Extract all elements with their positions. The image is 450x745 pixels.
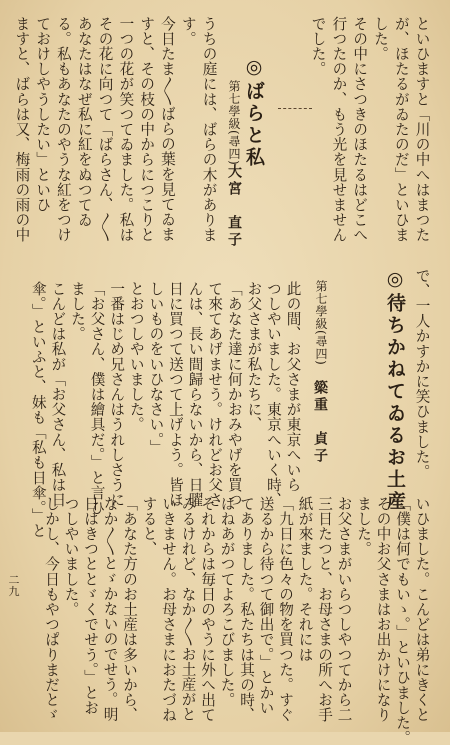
text-line: とおつしやいました。 bbox=[127, 281, 145, 432]
text-line: 日はきつととゞくでせう。」とお bbox=[82, 496, 100, 716]
text-line: みるけれど、なか〳〵お土産がと bbox=[179, 496, 197, 722]
section-divider-upper bbox=[278, 108, 312, 109]
text-line: すと、その枝の中からにつこりと bbox=[138, 16, 156, 243]
text-line: 紙が來ました。それには bbox=[296, 496, 314, 663]
story-title-bara: ◎ばらと私 bbox=[243, 56, 265, 169]
text-line: が、ほたるがゐたのだ」といひま bbox=[392, 16, 410, 243]
text-line: 「九日に色々の物を買つた。すぐ bbox=[277, 496, 295, 723]
text-line: 日に買つて送つて上げよう。皆ほ bbox=[166, 281, 184, 508]
story-byline-omiyage: 第七學級(尋四) bbox=[314, 280, 328, 366]
text-line: すると、 bbox=[140, 496, 158, 557]
text-line: 此の間、お父さまが東京へいら bbox=[284, 281, 302, 493]
text-line: いひました。こんどは弟にきくと bbox=[413, 496, 431, 723]
text-line: 「お父さん、僕は繪具だ。」と言ひ bbox=[88, 281, 106, 516]
text-line: 傘。」といふと、妹も「私も日傘。」と bbox=[29, 281, 47, 539]
text-line: はねあがつてよろこびました。 bbox=[218, 496, 236, 708]
text-line: こんどは私が「お父さん、私は日 bbox=[49, 281, 67, 508]
text-line: す。 bbox=[179, 16, 197, 47]
text-line: しいものをいひなさい。」 bbox=[147, 281, 165, 455]
text-line: 「僕は何でもいゝ。」といひました。 bbox=[394, 496, 412, 745]
text-line: 一番はじめ兄さんはうれしさうに bbox=[108, 281, 126, 508]
text-line: その中お父さまはお出かけになり bbox=[374, 496, 392, 723]
text-line: お父さまがいらつしやつてから二 bbox=[335, 496, 353, 723]
text-line: あなたはなぜ私に紅をぬつてゐ bbox=[75, 16, 93, 228]
text-line: て來てあげませう。けれどお父さ bbox=[206, 281, 224, 508]
text-line: しかし、今日もやつぱりまだとゞ bbox=[43, 496, 61, 723]
middle-continuation: で、一人かすかに笑ひました。 bbox=[413, 268, 431, 480]
text-line: その花に向つて「ばらさん、〳〵 bbox=[96, 16, 114, 242]
text-line: ますと、ばらは又、梅雨の雨の中 bbox=[13, 16, 31, 243]
text-line: てありました。私たちは其の時、 bbox=[238, 496, 256, 723]
story-author-omiyage: 簗重 貞子 bbox=[312, 380, 328, 465]
text-line: 行つたのか、もう光を見せません bbox=[330, 16, 348, 243]
text-line: 一つの花が笑つてゐました。私は bbox=[117, 16, 135, 243]
text-line: る。私もあなたのやうな紅をつけ bbox=[54, 16, 72, 243]
story-author-bara: 大宮 直子 bbox=[226, 164, 242, 249]
story-byline-bara: 第七學級(尋四) bbox=[227, 80, 241, 166]
text-line: といひますと「川の中へはまつた bbox=[413, 16, 431, 243]
page-number: 二九 bbox=[7, 574, 20, 597]
text-line: 送るから待つて御出で。」とかい bbox=[257, 496, 275, 716]
text-line: つしやいました。東京へいく時、 bbox=[264, 281, 282, 508]
text-line: いきません。お母さまにおたづね bbox=[160, 496, 178, 723]
text-line: なか〳〵とゞかないのでせう。明 bbox=[101, 496, 119, 722]
text-line: でした。 bbox=[309, 16, 327, 77]
text-line: ておけしやうしたい」といひ bbox=[34, 16, 52, 213]
story-title-omiyage: ◎待ちかねてゐるお土産 bbox=[384, 268, 406, 513]
text-line: お父さまが私たちに、 bbox=[245, 281, 263, 432]
text-line: んは、長い間歸らないから、日曜 bbox=[186, 281, 204, 508]
text-line: ました。 bbox=[355, 496, 373, 557]
text-line: つしやいました。 bbox=[62, 496, 80, 617]
text-line: ました。 bbox=[68, 281, 86, 342]
text-line: それからは毎日のやうに外へ出て bbox=[199, 496, 217, 723]
text-line: 今日たま〳〵ばらの葉を見てゐま bbox=[158, 16, 176, 242]
text-line: 「あなた達に何かおみやげを買つ bbox=[225, 281, 243, 508]
text-line: その中にさつきのほたるはどこへ bbox=[351, 16, 369, 243]
text-line: した。 bbox=[371, 16, 389, 62]
text-line: 三日たつと、お母さまの所へお手 bbox=[316, 496, 334, 723]
text-line: 「あなた方のお土産は多いから、 bbox=[121, 496, 139, 723]
text-line: うちの庭には、ばらの木がありま bbox=[200, 16, 218, 243]
